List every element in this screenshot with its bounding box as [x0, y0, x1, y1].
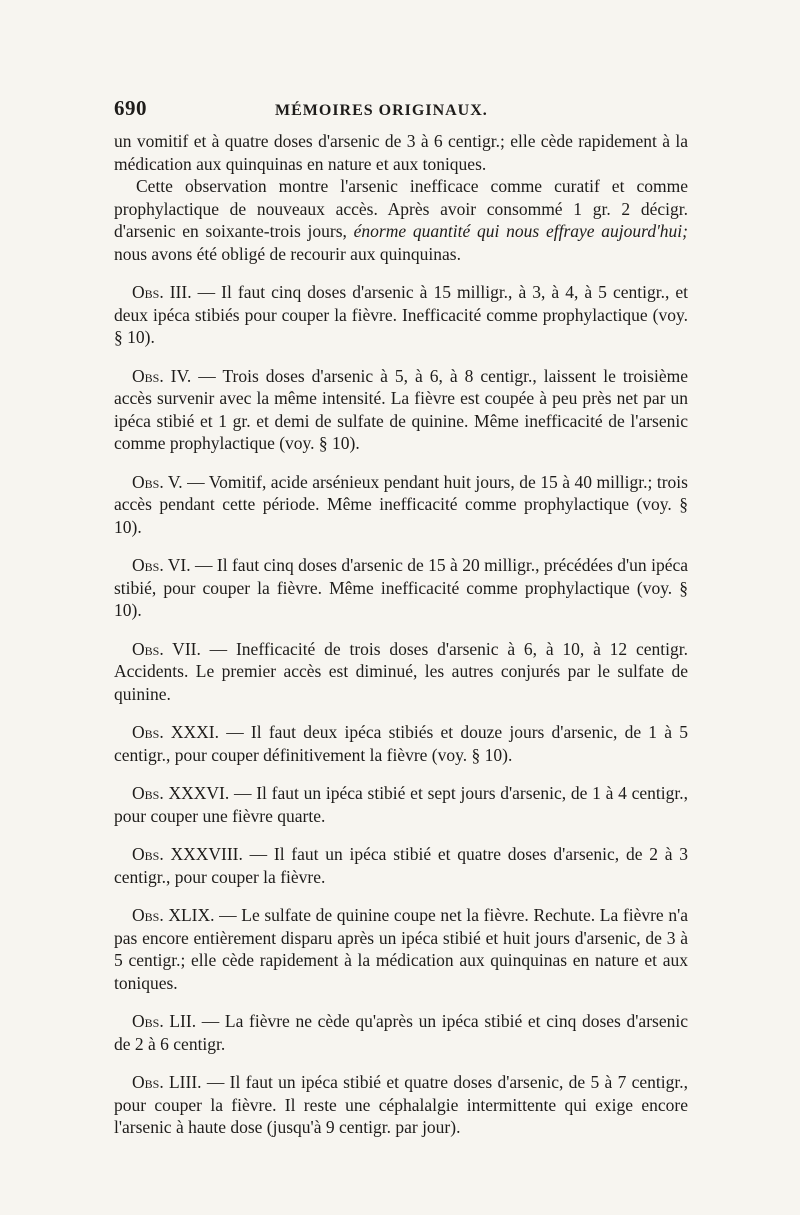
observation-text: — Trois doses d'arsenic à 5, à 6, à 8 centigr., laissent le troisième accès survenir avec la même intensité. La fièvre est coupée à peu près net par un ipéca stibié et 1 gr. et demi de sulfate de quinine. Même inefficacité de l'arsenic comme prophylactique (voy. § 10).: [114, 365, 688, 453]
observation-paragraph: [114, 281, 688, 349]
observation-paragraph: [114, 471, 688, 539]
observation-label: Obs. XXXI.: [132, 722, 220, 742]
observation-label: Obs. IV.: [132, 365, 192, 386]
observation-paragraph: [114, 843, 688, 888]
observation-paragraph: [114, 1010, 688, 1055]
observation-paragraph: [114, 721, 688, 766]
observation-text: — Il faut cinq doses d'arsenic de 15 à 20 milligr., précédées d'un ipéca stibié, pour couper la fièvre. Même inefficacité comme prophylactique (voy. § 10).: [114, 555, 688, 620]
running-head: [114, 96, 688, 126]
observation-text: — Il faut un ipéca stibié et quatre doses d'arsenic, de 5 à 7 centigr., pour couper la fièvre. Il reste une céphalalgie intermittente qui exige encore l'arsenic à haute dose (jusqu'à 9 centigr. par jour).: [114, 1072, 688, 1137]
observation-paragraph: [114, 638, 688, 706]
observation-label: Obs. XXXVIII.: [132, 844, 243, 864]
observation-text: — Il faut un ipéca stibié et quatre doses d'arsenic, de 2 à 3 centigr., pour couper la fièvre.: [114, 844, 688, 887]
observation-label: Obs. LII.: [132, 1011, 197, 1031]
page-number: 690: [114, 96, 147, 120]
observation-paragraph: [114, 365, 688, 455]
observation-text: — Le sulfate de quinine coupe net la fièvre. Rechute. La fièvre n'a pas encore entièrement disparu après un ipéca stibié et huit jours d'arsenic, de 3 à 5 centigr.; elle cède rapidement à la médication aux quinquinas en nature et aux toniques.: [114, 905, 688, 993]
paragraph-continuation: un vomitif et à quatre doses d'arsenic de 3 à 6 centigr.; elle cède rapidement à la médication aux quinquinas en nature et aux toniques.: [114, 131, 688, 174]
observation-label: Obs. VI.: [132, 555, 191, 575]
observation-paragraph: [114, 782, 688, 827]
observation-paragraph: [114, 904, 688, 994]
running-title: MÉMOIRES ORIGINAUX.: [275, 102, 488, 119]
observation-text: — Il faut deux ipéca stibiés et douze jours d'arsenic, de 1 à 5 centigr., pour couper définitivement la fièvre (voy. § 10).: [114, 722, 688, 765]
body-text: [114, 130, 688, 1139]
observation-label: Obs. VII.: [132, 638, 201, 659]
observation-text: — Il faut un ipéca stibié et sept jours d'arsenic, de 1 à 4 centigr., pour couper une fièvre quarte.: [114, 783, 688, 826]
observation-text: — Inefficacité de trois doses d'arsenic à 6, à 10, à 12 centigr. Accidents. Le premier accès est diminué, les autres conjurés par le sulfate de quinine.: [114, 638, 688, 704]
observation-label: Obs. V.: [132, 471, 183, 492]
paragraph-conclusion: Cette observation montre l'arsenic inefficace comme curatif et comme prophylactique de nouveaux accès. Après avoir consommé 1 gr. 2 décigr. d'arsenic en soixante-trois jours, énorme quantité qui nous effraye aujourd'hui; nous avons été obligé de recourir aux quinquinas.: [114, 176, 689, 264]
observation-text: — Il faut cinq doses d'arsenic à 15 milligr., à 3, à 4, à 5 centigr., et deux ipéca stibiés pour couper la fièvre. Inefficacité comme prophylactique (voy. § 10).: [114, 282, 688, 347]
emphasis-text: énorme quantité qui nous effraye aujourd'hui;: [353, 221, 689, 241]
observation-paragraph: [114, 1071, 688, 1139]
observation-label: Obs. XXXVI.: [132, 783, 230, 803]
observation-label: Obs. LIII.: [132, 1072, 202, 1092]
observation-paragraph: [114, 554, 688, 622]
observation-label: Obs. XLIX.: [132, 905, 215, 925]
observation-label: Obs. III.: [132, 282, 192, 302]
observation-text: — La fièvre ne cède qu'après un ipéca stibié et cinq doses d'arsenic de 2 à 6 centigr.: [114, 1011, 688, 1054]
observation-text: — Vomitif, acide arsénieux pendant huit jours, de 15 à 40 milligr.; trois accès pendant cette période. Même inefficacité comme prophylactique (voy. § 10).: [114, 471, 688, 537]
